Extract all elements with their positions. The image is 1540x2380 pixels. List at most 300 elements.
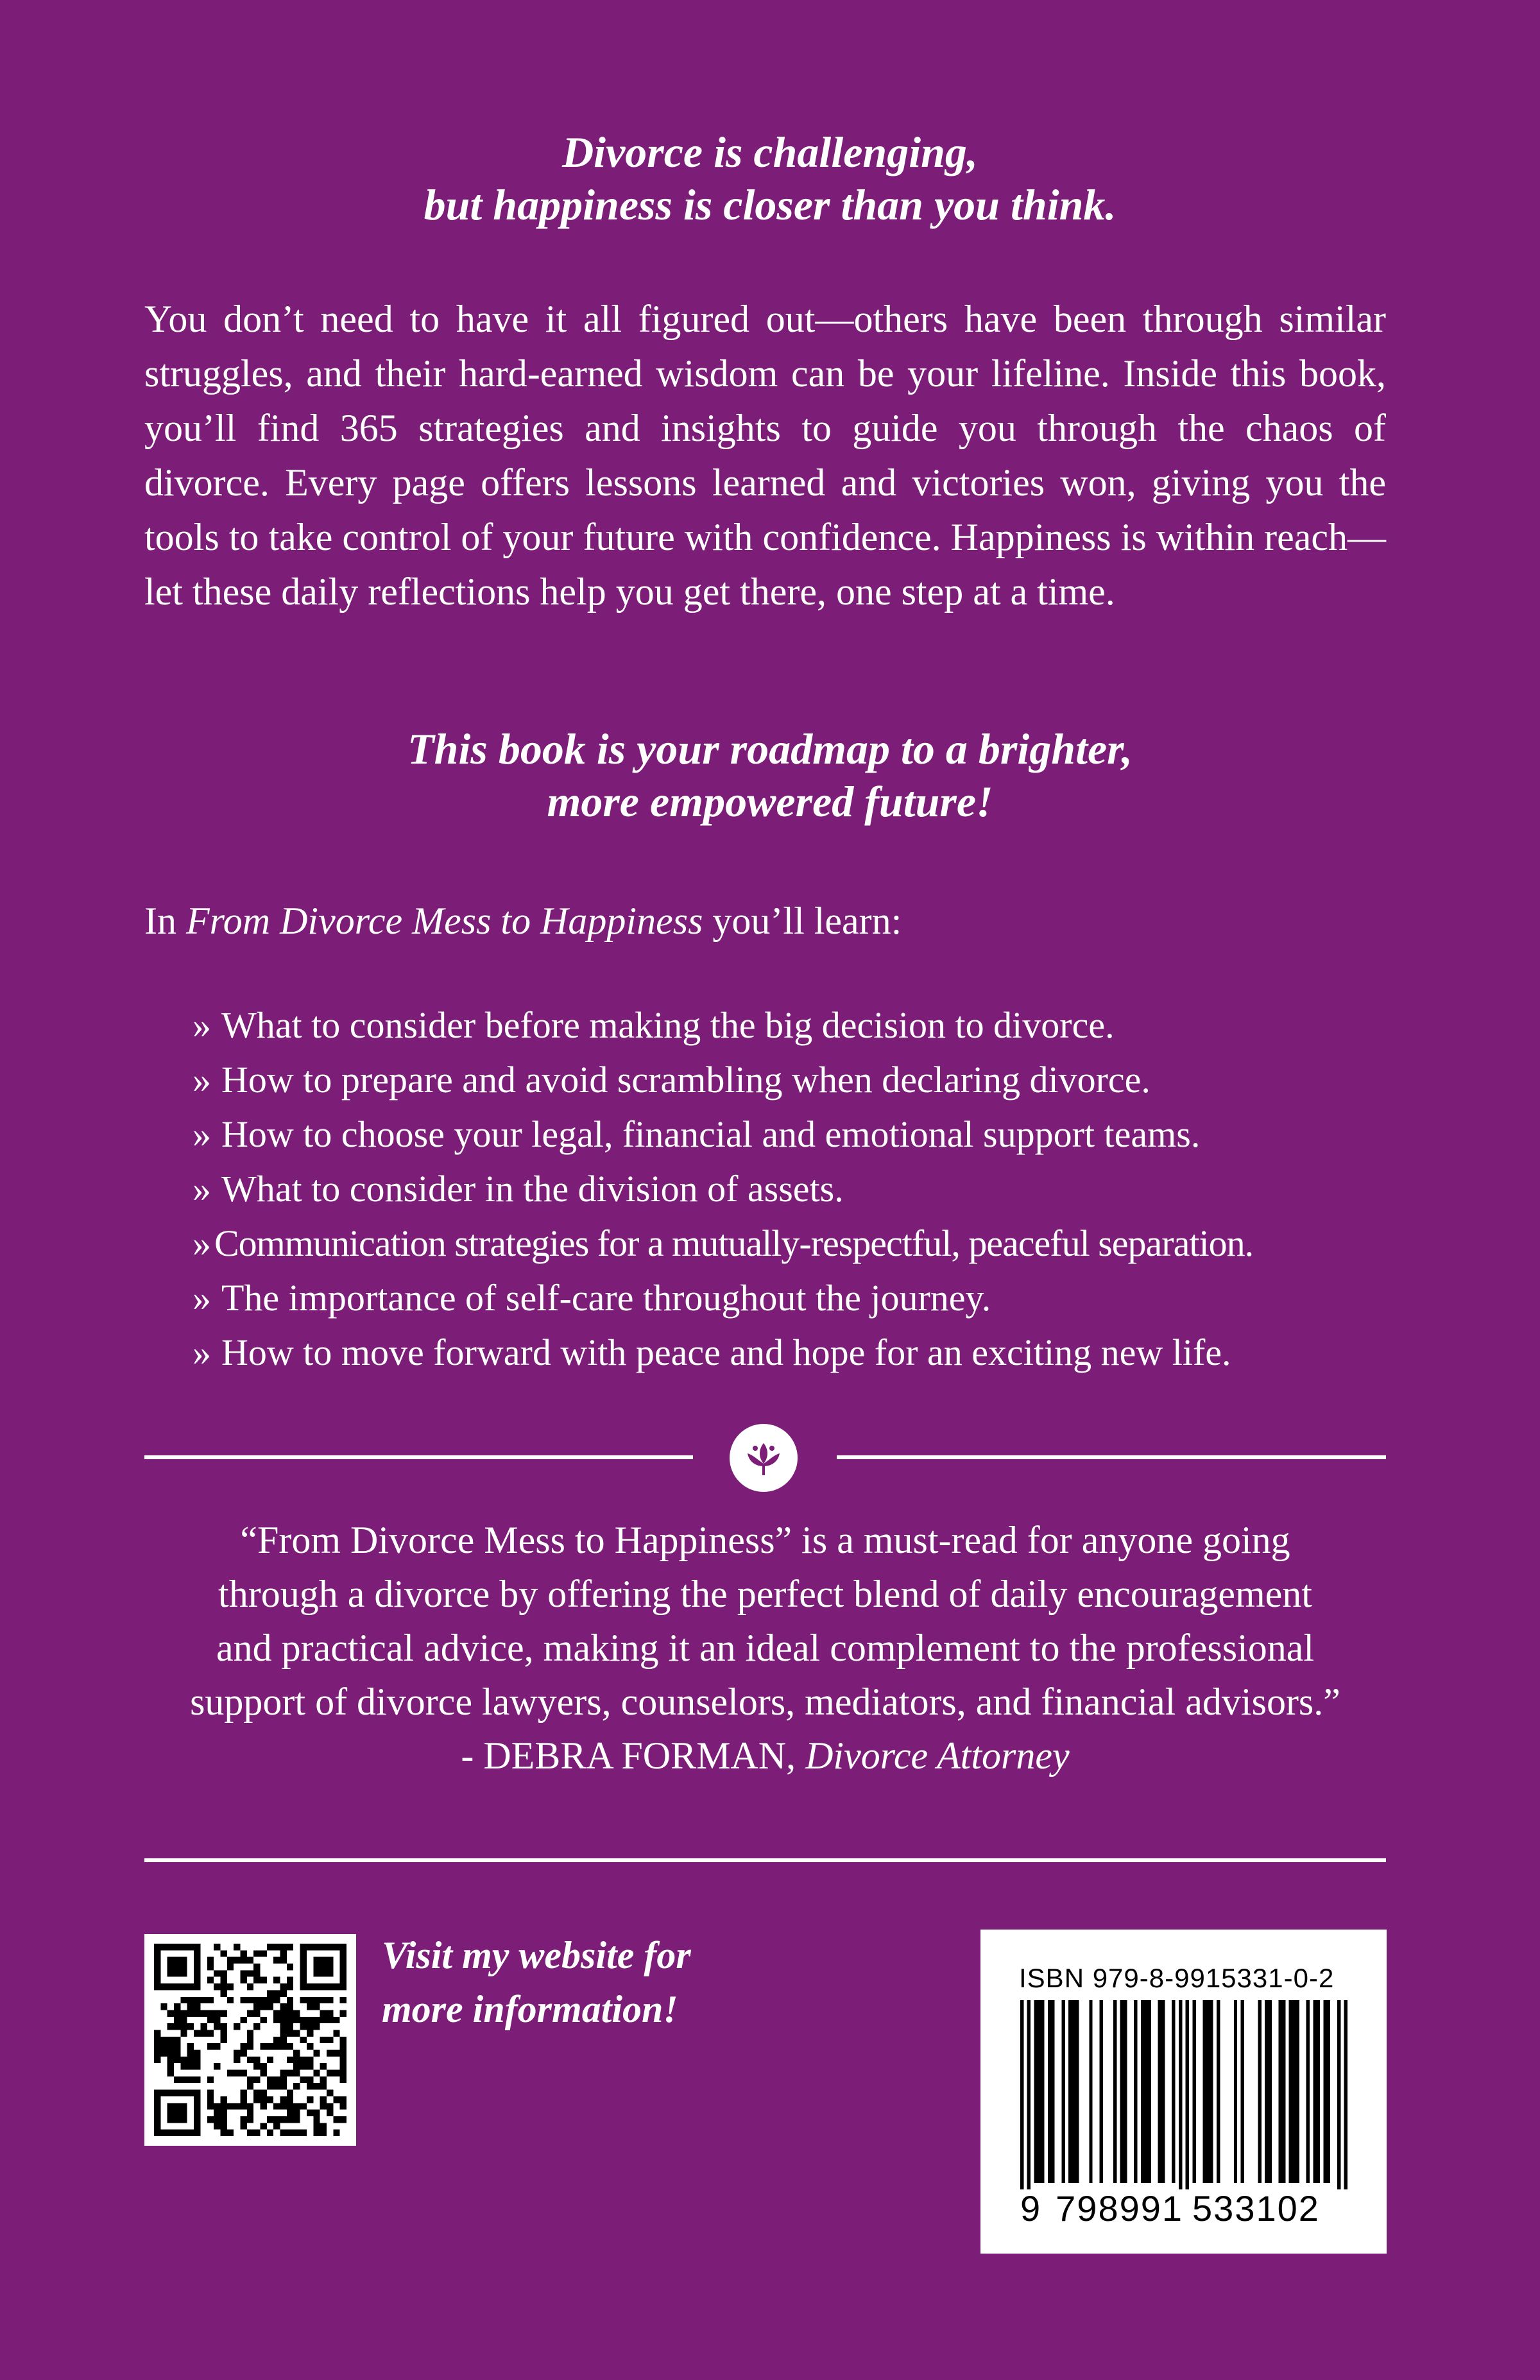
qr-module bbox=[167, 2116, 174, 2123]
list-item-text: How to move forward with peace and hope for an exciting new life. bbox=[221, 1331, 1231, 1373]
qr-module bbox=[174, 2116, 180, 2123]
qr-module bbox=[287, 2070, 293, 2076]
qr-module bbox=[167, 2110, 174, 2116]
qr-module bbox=[214, 2116, 220, 2123]
qr-module bbox=[340, 1964, 346, 1970]
qr-module bbox=[160, 2130, 167, 2136]
qr-module bbox=[267, 2057, 273, 2063]
lotus-icon bbox=[730, 1424, 798, 1492]
middle-tagline bbox=[0, 723, 1540, 828]
qr-module bbox=[194, 1983, 200, 1990]
qr-module bbox=[174, 2130, 180, 2136]
qr-module bbox=[253, 2130, 260, 2136]
qr-module bbox=[307, 1983, 313, 1990]
qr-module bbox=[154, 2090, 160, 2096]
qr-module bbox=[174, 2023, 180, 2030]
list-item bbox=[193, 1325, 1412, 1380]
qr-module bbox=[333, 2017, 339, 2023]
qr-module bbox=[320, 2010, 327, 2016]
qr-module bbox=[307, 2076, 313, 2083]
qr-module bbox=[320, 1964, 327, 1970]
qr-module bbox=[313, 2110, 320, 2116]
qr-module bbox=[194, 2050, 200, 2057]
qr-module bbox=[167, 2063, 174, 2069]
qr-module bbox=[340, 2096, 346, 2103]
qr-module bbox=[293, 2116, 300, 2123]
barcode-bar bbox=[1292, 2000, 1296, 2183]
qr-module bbox=[154, 1950, 160, 1956]
barcode-bar bbox=[1099, 2000, 1102, 2183]
qr-module bbox=[307, 2096, 313, 2103]
qr-module bbox=[280, 2010, 287, 2016]
qr-module bbox=[293, 2070, 300, 2076]
qr-module bbox=[300, 2017, 307, 2023]
qr-module bbox=[261, 2043, 267, 2050]
qr-module bbox=[287, 2003, 293, 2010]
qr-module bbox=[261, 2063, 267, 2069]
barcode-bar bbox=[1034, 2000, 1037, 2183]
qr-module bbox=[267, 2096, 273, 2103]
qr-module bbox=[167, 2050, 174, 2057]
qr-module bbox=[220, 1970, 227, 1976]
qr-module bbox=[293, 2017, 300, 2023]
qr-module bbox=[240, 2103, 246, 2109]
qr-module bbox=[160, 2090, 167, 2096]
qr-module bbox=[227, 1997, 234, 2003]
qr-module bbox=[214, 1970, 220, 1976]
qr-module bbox=[167, 2103, 174, 2109]
qr-module bbox=[267, 2076, 273, 2083]
qr-module bbox=[174, 1964, 180, 1970]
qr-module bbox=[333, 2030, 339, 2036]
qr-module bbox=[167, 1970, 174, 1976]
qr-module bbox=[200, 1997, 207, 2003]
qr-module bbox=[313, 2023, 320, 2030]
qr-module bbox=[340, 2103, 346, 2109]
barcode-bar bbox=[1269, 2000, 1272, 2183]
qr-module bbox=[333, 2070, 339, 2076]
qr-module bbox=[180, 2030, 187, 2036]
qr-module bbox=[194, 1964, 200, 1970]
qr-module bbox=[300, 1970, 307, 1976]
list-item-text: Communication strategies for a mutually-respectful, peaceful separation. bbox=[214, 1222, 1254, 1264]
qr-module bbox=[300, 2037, 307, 2043]
qr-module bbox=[154, 1977, 160, 1983]
qr-module bbox=[340, 1957, 346, 1964]
qr-module bbox=[300, 1944, 307, 1950]
qr-module bbox=[320, 2037, 327, 2043]
qr-module bbox=[307, 2057, 313, 2063]
qr-module bbox=[180, 1970, 187, 1976]
qr-module bbox=[287, 2023, 293, 2030]
qr-module bbox=[333, 1944, 339, 1950]
qr-module bbox=[253, 1950, 260, 1956]
qr-module bbox=[327, 2070, 333, 2076]
qr-module bbox=[234, 1957, 240, 1964]
barcode-bar bbox=[1258, 2000, 1261, 2183]
qr-module bbox=[261, 2090, 267, 2096]
qr-module bbox=[167, 1944, 174, 1950]
qr-module bbox=[287, 2103, 293, 2109]
qr-module bbox=[174, 2037, 180, 2043]
qr-module bbox=[220, 1977, 227, 1983]
list-item-text: What to consider before making the big decision to divorce. bbox=[221, 1004, 1115, 1046]
qr-module bbox=[307, 1944, 313, 1950]
qr-module bbox=[194, 2096, 200, 2103]
qr-module bbox=[154, 2103, 160, 2109]
qr-module bbox=[320, 2103, 327, 2109]
qr-module bbox=[187, 2050, 194, 2057]
qr-module bbox=[220, 2123, 227, 2129]
qr-module bbox=[273, 1997, 280, 2003]
list-item bbox=[193, 1216, 1412, 1271]
qr-module bbox=[293, 2057, 300, 2063]
qr-module bbox=[340, 1970, 346, 1976]
qr-module bbox=[174, 1944, 180, 1950]
qr-module bbox=[194, 2103, 200, 2109]
qr-module bbox=[287, 2010, 293, 2016]
qr-module bbox=[247, 2103, 253, 2109]
qr-module bbox=[300, 1977, 307, 1983]
qr-code-icon[interactable] bbox=[144, 1934, 356, 2146]
qr-module bbox=[247, 1997, 253, 2003]
qr-module bbox=[194, 2063, 200, 2069]
qr-module bbox=[273, 2017, 280, 2023]
qr-module bbox=[207, 2090, 214, 2096]
qr-module bbox=[280, 2023, 287, 2030]
qr-module bbox=[200, 2030, 207, 2036]
qr-module bbox=[327, 1970, 333, 1976]
qr-module bbox=[220, 1983, 227, 1990]
qr-module bbox=[167, 2090, 174, 2096]
qr-module bbox=[307, 2043, 313, 2050]
barcode-bar bbox=[1210, 2000, 1213, 2183]
qr-module bbox=[247, 1957, 253, 1964]
qr-module bbox=[267, 2083, 273, 2089]
qr-module bbox=[194, 2090, 200, 2096]
barcode-bar bbox=[1141, 2000, 1144, 2183]
learning-list bbox=[193, 998, 1412, 1380]
qr-module bbox=[160, 2003, 167, 2010]
qr-module bbox=[280, 2076, 287, 2083]
qr-module bbox=[287, 2130, 293, 2136]
qr-module bbox=[261, 2123, 267, 2129]
qr-module bbox=[307, 2017, 313, 2023]
qr-module bbox=[261, 1977, 267, 1983]
qr-module bbox=[300, 1997, 307, 2003]
qr-module bbox=[340, 2050, 346, 2057]
qr-module bbox=[207, 2116, 214, 2123]
qr-module bbox=[227, 2070, 234, 2076]
barcode-bar bbox=[1075, 2000, 1079, 2183]
barcode-bar bbox=[1337, 2000, 1340, 2199]
qr-module bbox=[180, 1957, 187, 1964]
qr-module bbox=[180, 1997, 187, 2003]
barcode-bar bbox=[1124, 2000, 1127, 2183]
qr-module bbox=[300, 1964, 307, 1970]
barcode-digits-group2: 533102 bbox=[1192, 2188, 1320, 2229]
qr-module bbox=[214, 1983, 220, 1990]
qr-module bbox=[174, 2043, 180, 2050]
middle-tagline-line2: more empowered future! bbox=[547, 777, 993, 826]
barcode-bar bbox=[1206, 2000, 1210, 2183]
qr-module bbox=[247, 2037, 253, 2043]
learn-intro-suffix: you’ll learn: bbox=[703, 900, 902, 942]
barcode-bar bbox=[1048, 2000, 1051, 2183]
qr-module bbox=[340, 2116, 346, 2123]
qr-module bbox=[313, 2070, 320, 2076]
barcode-bar bbox=[1161, 2000, 1165, 2183]
qr-module bbox=[300, 2103, 307, 2109]
qr-module bbox=[240, 1950, 246, 1956]
qr-module bbox=[253, 2057, 260, 2063]
barcode-bar bbox=[1134, 2000, 1137, 2183]
list-item-text: What to consider in the division of assets. bbox=[221, 1168, 844, 1210]
list-item bbox=[193, 1271, 1412, 1325]
qr-module bbox=[320, 2076, 327, 2083]
qr-module bbox=[261, 1950, 267, 1956]
qr-module bbox=[187, 1944, 194, 1950]
divider-bottom bbox=[144, 1858, 1386, 1862]
barcode-bar bbox=[1241, 2000, 1244, 2183]
qr-module bbox=[154, 2116, 160, 2123]
qr-module bbox=[180, 2017, 187, 2023]
testimonial-line3: and practical advice, making it an ideal complement to the professional bbox=[216, 1627, 1315, 1669]
qr-module bbox=[247, 2116, 253, 2123]
qr-module bbox=[247, 2110, 253, 2116]
testimonial bbox=[144, 1513, 1386, 1783]
qr-module bbox=[287, 2096, 293, 2103]
qr-module bbox=[207, 1964, 214, 1970]
barcode-bar bbox=[1279, 2000, 1282, 2183]
qr-module bbox=[280, 2037, 287, 2043]
qr-module bbox=[267, 2130, 273, 2136]
qr-module bbox=[267, 2116, 273, 2123]
qr-module bbox=[167, 2037, 174, 2043]
qr-module bbox=[267, 1944, 273, 1950]
qr-module bbox=[287, 2043, 293, 2050]
qr-module bbox=[247, 2057, 253, 2063]
bullet-marker: » bbox=[193, 1004, 211, 1046]
qr-module bbox=[327, 2103, 333, 2109]
qr-module bbox=[333, 2096, 339, 2103]
qr-module bbox=[287, 1977, 293, 1983]
qr-module bbox=[280, 2043, 287, 2050]
qr-module bbox=[273, 1977, 280, 1983]
qr-module bbox=[174, 2050, 180, 2057]
qr-module bbox=[307, 2030, 313, 2036]
qr-module bbox=[320, 1957, 327, 1964]
attribution-role: Divorce Attorney bbox=[805, 1734, 1070, 1777]
qr-module bbox=[187, 2130, 194, 2136]
qr-module bbox=[154, 2096, 160, 2103]
qr-module bbox=[214, 2123, 220, 2129]
qr-module bbox=[247, 2083, 253, 2089]
qr-module bbox=[273, 1957, 280, 1964]
qr-module bbox=[293, 2010, 300, 2016]
qr-module bbox=[187, 2057, 194, 2063]
qr-module bbox=[313, 2116, 320, 2123]
qr-module bbox=[340, 2057, 346, 2063]
qr-module bbox=[320, 1997, 327, 2003]
qr-module bbox=[300, 2023, 307, 2030]
qr-module bbox=[320, 2017, 327, 2023]
qr-module bbox=[207, 1957, 214, 1964]
qr-module bbox=[214, 2010, 220, 2016]
barcode-bar bbox=[1327, 2000, 1330, 2183]
middle-tagline-line1: This book is your roadmap to a brighter, bbox=[407, 724, 1133, 773]
barcode-bar bbox=[1038, 2000, 1041, 2183]
isbn-barcode bbox=[980, 1930, 1387, 2254]
qr-module bbox=[261, 2070, 267, 2076]
qr-module bbox=[207, 2096, 214, 2103]
qr-module bbox=[174, 2090, 180, 2096]
qr-module bbox=[187, 1997, 194, 2003]
visit-line2: more information! bbox=[382, 1988, 678, 2030]
qr-module bbox=[154, 2110, 160, 2116]
qr-module bbox=[253, 2063, 260, 2069]
qr-module bbox=[220, 1990, 227, 1996]
barcode-bar bbox=[1144, 2000, 1147, 2183]
qr-module bbox=[253, 1970, 260, 1976]
qr-module bbox=[220, 2030, 227, 2036]
qr-module bbox=[194, 2003, 200, 2010]
qr-module bbox=[293, 2030, 300, 2036]
qr-module bbox=[180, 2023, 187, 2030]
list-item bbox=[193, 998, 1412, 1052]
qr-module bbox=[154, 1970, 160, 1976]
qr-module bbox=[240, 2096, 246, 2103]
barcode-bar bbox=[1282, 2000, 1285, 2183]
qr-module bbox=[214, 1944, 220, 1950]
barcode-bar bbox=[1317, 2000, 1320, 2183]
qr-module bbox=[207, 2017, 214, 2023]
qr-module bbox=[327, 2050, 333, 2057]
qr-module bbox=[320, 2063, 327, 2069]
qr-module bbox=[240, 2043, 246, 2050]
qr-module bbox=[180, 2063, 187, 2069]
qr-module bbox=[247, 2043, 253, 2050]
qr-module bbox=[293, 2050, 300, 2057]
qr-module bbox=[207, 2043, 214, 2050]
qr-module bbox=[194, 2110, 200, 2116]
qr-module bbox=[180, 1944, 187, 1950]
qr-module bbox=[174, 2110, 180, 2116]
bullet-marker: » bbox=[193, 1222, 210, 1264]
barcode-bar bbox=[1041, 2000, 1044, 2183]
qr-module bbox=[320, 2083, 327, 2089]
barcode-digit-first: 9 bbox=[1020, 2188, 1042, 2229]
qr-module bbox=[214, 2043, 220, 2050]
barcode-bar bbox=[1289, 2000, 1292, 2183]
qr-module bbox=[247, 2010, 253, 2016]
qr-module bbox=[280, 2130, 287, 2136]
qr-module bbox=[300, 2076, 307, 2083]
qr-module bbox=[287, 2116, 293, 2123]
qr-module bbox=[154, 1944, 160, 1950]
qr-module bbox=[287, 2090, 293, 2096]
qr-module bbox=[154, 2057, 160, 2063]
qr-module bbox=[340, 2063, 346, 2069]
testimonial-line4: support of divorce lawyers, counselors, mediators, and financial advisors.” bbox=[190, 1681, 1340, 1723]
qr-module bbox=[167, 1983, 174, 1990]
barcode-bar bbox=[1296, 2000, 1299, 2183]
qr-module bbox=[174, 1983, 180, 1990]
qr-module bbox=[327, 1997, 333, 2003]
qr-module bbox=[253, 2076, 260, 2083]
qr-module bbox=[273, 2123, 280, 2129]
qr-module bbox=[240, 2050, 246, 2057]
qr-module bbox=[327, 1983, 333, 1990]
qr-module bbox=[287, 1983, 293, 1990]
qr-module bbox=[280, 1983, 287, 1990]
qr-module bbox=[253, 1977, 260, 1983]
barcode-bar bbox=[1344, 2000, 1348, 2199]
qr-module bbox=[194, 2123, 200, 2129]
qr-module bbox=[247, 2030, 253, 2036]
qr-module bbox=[313, 2050, 320, 2057]
qr-module bbox=[313, 1957, 320, 1964]
qr-module bbox=[307, 2083, 313, 2089]
qr-module bbox=[240, 2090, 246, 2096]
book-title: From Divorce Mess to Happiness bbox=[185, 900, 703, 942]
qr-module bbox=[174, 2010, 180, 2016]
qr-module bbox=[273, 1944, 280, 1950]
qr-module bbox=[194, 2010, 200, 2016]
qr-module bbox=[154, 2123, 160, 2129]
qr-code-graphic bbox=[154, 1944, 346, 2136]
qr-module bbox=[160, 2050, 167, 2057]
qr-module bbox=[187, 1983, 194, 1990]
qr-module bbox=[261, 2017, 267, 2023]
qr-module bbox=[154, 2050, 160, 2057]
qr-module bbox=[327, 1964, 333, 1970]
qr-module bbox=[180, 1983, 187, 1990]
qr-module bbox=[154, 1983, 160, 1990]
qr-module bbox=[307, 2003, 313, 2010]
qr-module bbox=[300, 2130, 307, 2136]
qr-module bbox=[167, 2043, 174, 2050]
qr-module bbox=[180, 2090, 187, 2096]
qr-module bbox=[207, 2010, 214, 2016]
qr-module bbox=[280, 2017, 287, 2023]
qr-module bbox=[313, 2017, 320, 2023]
qr-module bbox=[253, 2096, 260, 2103]
qr-module bbox=[293, 2130, 300, 2136]
qr-module bbox=[240, 1997, 246, 2003]
qr-module bbox=[234, 2103, 240, 2109]
isbn-label: ISBN 979-8-9915331-0-2 bbox=[1019, 1963, 1335, 1993]
qr-module bbox=[280, 1990, 287, 1996]
qr-module bbox=[261, 1997, 267, 2003]
qr-module bbox=[240, 2116, 246, 2123]
qr-module bbox=[214, 2023, 220, 2030]
qr-module bbox=[194, 1944, 200, 1950]
barcode-bar bbox=[1186, 2000, 1189, 2199]
qr-module bbox=[313, 2003, 320, 2010]
barcode-bar bbox=[1192, 2000, 1195, 2183]
qr-module bbox=[200, 2023, 207, 2030]
qr-module bbox=[287, 2057, 293, 2063]
list-item bbox=[193, 1107, 1412, 1161]
qr-module bbox=[187, 2076, 194, 2083]
divider-left bbox=[144, 1455, 693, 1459]
qr-module bbox=[214, 2063, 220, 2069]
qr-module bbox=[261, 2103, 267, 2109]
barcode-bar bbox=[1113, 2000, 1116, 2183]
qr-module bbox=[214, 2110, 220, 2116]
qr-module bbox=[167, 1964, 174, 1970]
